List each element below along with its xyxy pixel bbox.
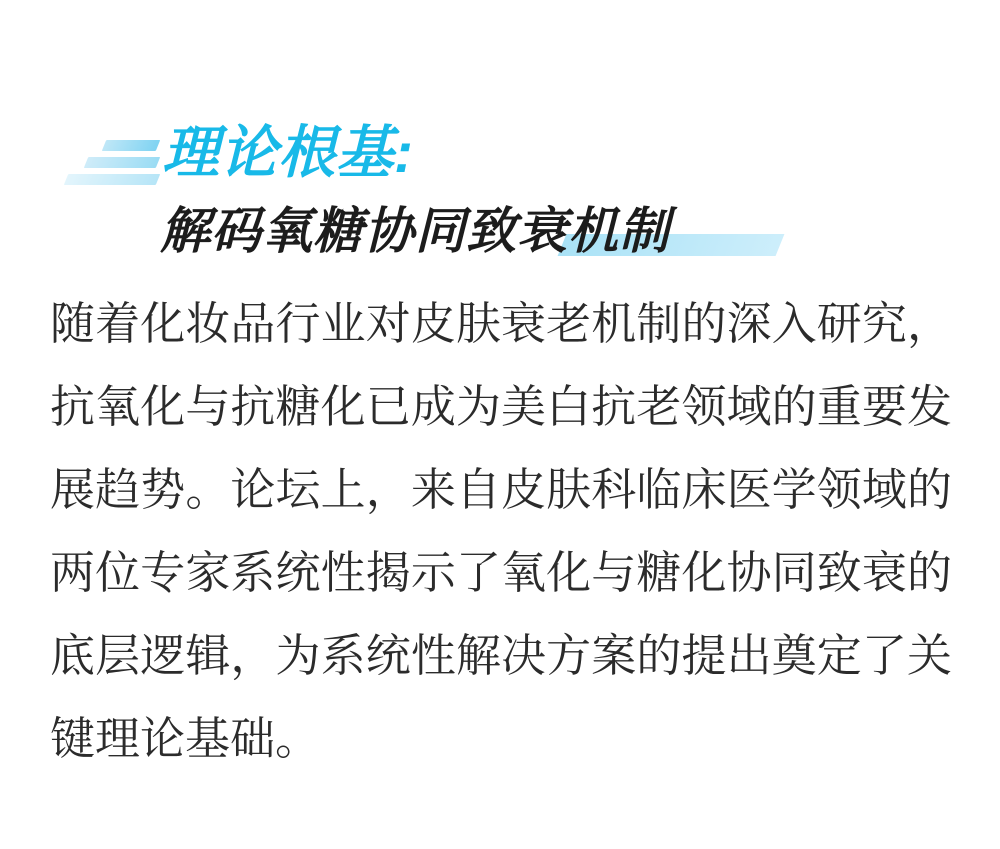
arrow-bar-middle — [84, 157, 160, 168]
article-header — [0, 52, 1000, 259]
article-body — [50, 282, 952, 780]
arrow-bar-top — [102, 140, 160, 151]
arrow-bar-bottom — [64, 174, 160, 185]
arrow-decoration-icon — [66, 140, 158, 192]
page-title-secondary: 解码氧糖协同致衰机制 — [160, 203, 670, 259]
body-paragraph: 随着化妆品行业对皮肤衰老机制的深入研究，抗氧化与抗糖化已成为美白抗老领域的重要发展趋势。论坛上，来自皮肤科临床医学领域的两位专家系统性揭示了氧化与糖化协同致衰的底层逻辑，为系统性解决方案的提出奠定了关键理论基础。 — [50, 298, 952, 764]
page-title-primary: 理论根基: — [162, 121, 414, 185]
